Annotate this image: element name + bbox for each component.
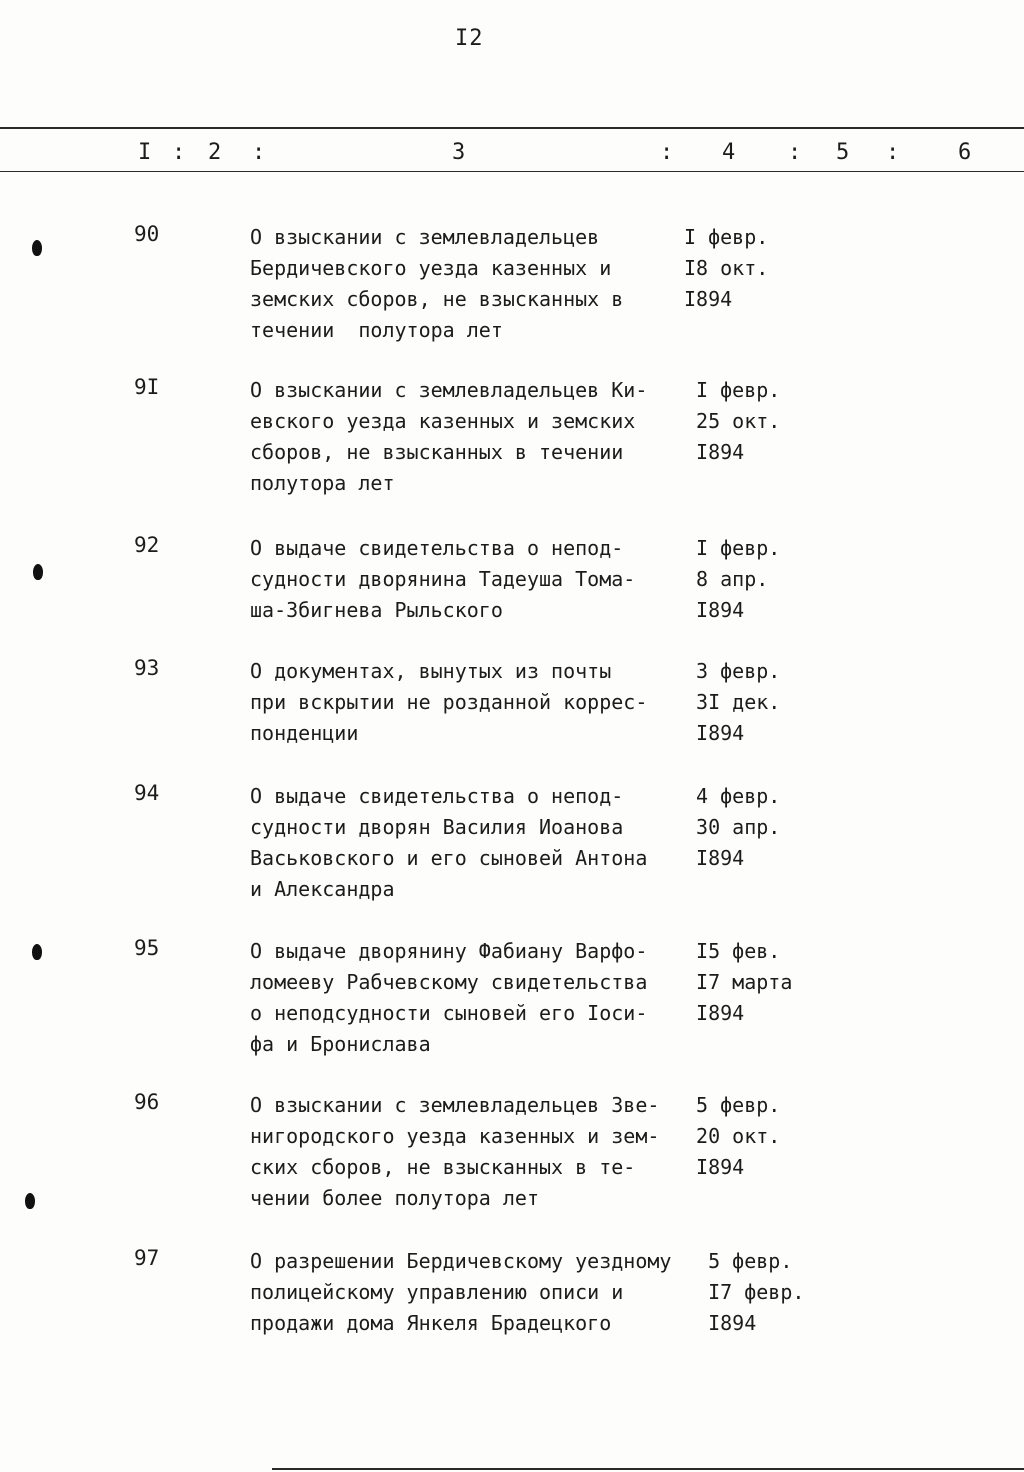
entry-dates: 5 февр. I7 февр. I894 (708, 1249, 805, 1335)
entry-number: 92 (134, 533, 160, 557)
column-header-5: 5 (836, 140, 850, 165)
entry-dates: 5 февр. 20 окт. I894 (696, 1093, 781, 1179)
entry-title: О документах, вынутых из почты при вскрытии не розданной коррес- понденции (250, 659, 648, 745)
column-separator: : (660, 140, 674, 165)
column-separator: : (886, 140, 900, 165)
column-header-4: 4 (722, 140, 736, 165)
column-header-6: 6 (958, 140, 972, 165)
header-bottom-rule (0, 171, 1024, 172)
entry-dates: I февр. I8 окт. I894 (684, 225, 769, 311)
entry-number: 9I (134, 375, 160, 399)
column-separator: : (172, 140, 186, 165)
entry-title: О разрешении Бердичевскому уездному полицейскому управлению описи и продажи дома Янкеля Брадецкого (250, 1249, 672, 1335)
binding-hole-mark (25, 1193, 35, 1209)
bottom-rule (272, 1468, 1024, 1470)
column-header-1: I (138, 140, 152, 165)
binding-hole-mark (32, 240, 42, 256)
entry-dates: I февр. 25 окт. I894 (696, 378, 781, 464)
entry-number: 93 (134, 656, 160, 680)
entry-dates: 3 февр. 3I дек. I894 (696, 659, 781, 745)
entry-number: 96 (134, 1090, 160, 1114)
entry-dates: 4 февр. 30 апр. I894 (696, 784, 781, 870)
entry-number: 95 (134, 936, 160, 960)
entry-title: О выдаче свидетельства о непод- судности дворян Василия Иоанова Васьковского и его сыновей Антона и Александра (250, 784, 648, 901)
page-number: I2 (455, 26, 484, 51)
entry-number: 97 (134, 1246, 160, 1270)
entry-number: 94 (134, 781, 160, 805)
column-separator: : (252, 140, 266, 165)
entry-title: О взыскании с землевладельцев Зве- нигородского уезда казенных и зем- ских сборов, не взысканных в те- чении более полутора лет (250, 1093, 660, 1210)
column-header-2: 2 (208, 140, 222, 165)
column-separator: : (788, 140, 802, 165)
entry-title: О выдаче свидетельства о непод- судности дворянина Тадеуша Тома- ша-Збигнева Рыльского (250, 536, 636, 622)
header-top-rule (0, 127, 1024, 129)
binding-hole-mark (33, 564, 43, 580)
entry-number: 90 (134, 222, 160, 246)
entry-dates: I5 фев. I7 марта I894 (696, 939, 793, 1025)
entry-dates: I февр. 8 апр. I894 (696, 536, 781, 622)
entry-title: О взыскании с землевладельцев Бердичевского уезда казенных и земских сборов, не взысканных в течении полутора лет (250, 225, 624, 342)
binding-hole-mark (32, 944, 42, 960)
column-header-row (0, 140, 1024, 168)
entry-title: О взыскании с землевладельцев Ки- евского уезда казенных и земских сборов, не взысканных в течении полутора лет (250, 378, 648, 495)
column-header-3: 3 (452, 140, 466, 165)
entry-title: О выдаче дворянину Фабиану Варфо- ломееву Рабчевскому свидетельства о неподсудности сыновей его Іоси- фа и Бронислава (250, 939, 648, 1056)
